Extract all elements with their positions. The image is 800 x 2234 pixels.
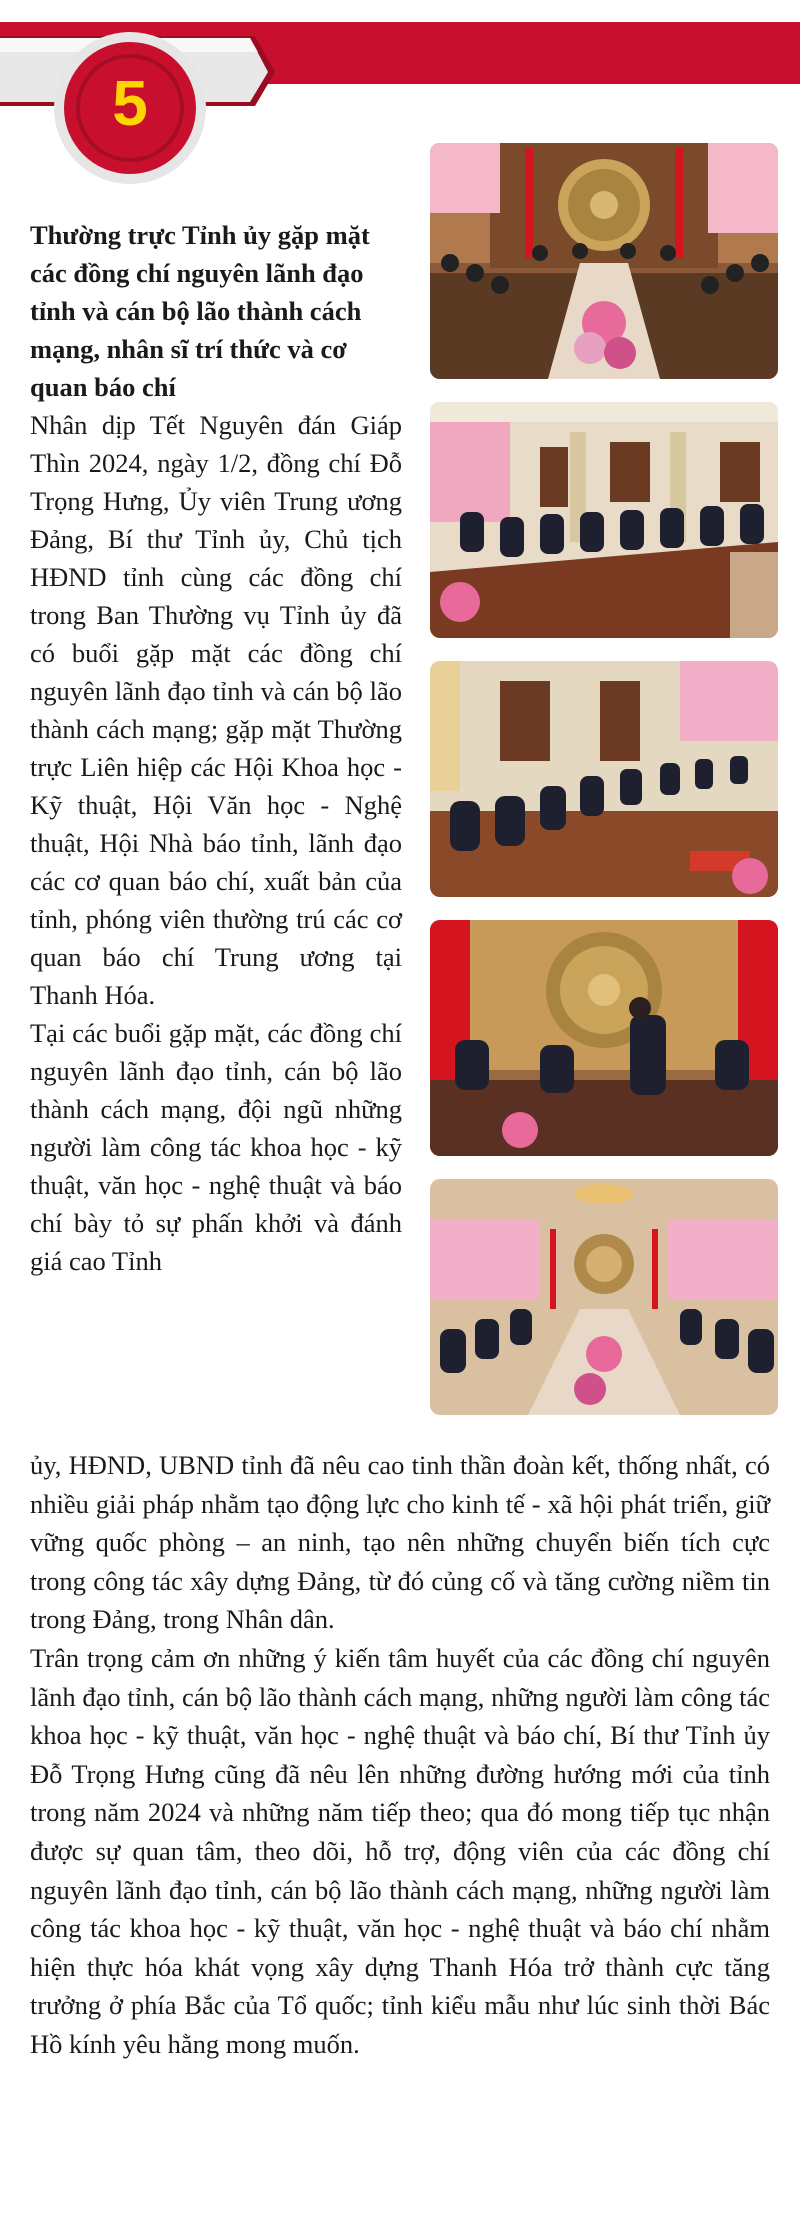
paragraph-2-end: ủy, HĐND, UBND tỉnh đã nêu cao tinh thần đoàn kết, thống nhất, có nhiều giải pháp nhằm tạo động lực cho kinh tế - xã hội phát triển, giữ vững quốc phòng – an ninh, tạo nên những chuyển biến tích cực trong công tác xây dựng Đảng, từ đó củng cố và tăng cường niềm tin trong Đảng, trong Nhân dân.	[30, 1450, 770, 1635]
section-number: 5	[112, 67, 148, 139]
paragraph-1: Nhân dịp Tết Nguyên đán Giáp Thìn 2024, ngày 1/2, đồng chí Đỗ Trọng Hưng, Ủy viên Trung ương Đảng, Bí thư Tỉnh ủy, Chủ tịch HĐND tỉnh cùng các đồng chí trong Ban Thường vụ Tỉnh ủy đã có buổi gặp mặt các đồng chí nguyên lãnh đạo tỉnh và cán bộ lão thành cách mạng; gặp mặt Thường trực Liên hiệp các Hội Khoa học - Kỹ thuật, Hội Văn học - Nghệ thuật, Hội Nhà báo tỉnh, lãnh đạo các cơ quan báo chí, xuất bản của tỉnh, phóng viên thường trú các cơ quan báo chí Trung ương tại Thanh Hóa.	[30, 410, 402, 1010]
photo-meeting-5	[430, 1179, 778, 1415]
photo-meeting-3	[430, 661, 778, 897]
photo-meeting-4	[430, 920, 778, 1156]
photo-meeting-2	[430, 402, 778, 638]
paragraph-2-start: Tại các buổi gặp mặt, các đồng chí nguyên lãnh đạo tỉnh, cán bộ lão thành cách mạng, đội ngũ những người làm công tác khoa học - kỹ thuật, văn học - nghệ thuật và báo chí bày tỏ sự phấn khởi và đánh giá cao Tỉnh	[30, 1018, 402, 1276]
photo-meeting-1	[430, 143, 778, 379]
photo-column	[430, 143, 778, 1438]
paragraph-3: Trân trọng cảm ơn những ý kiến tâm huyết của các đồng chí nguyên lãnh đạo tỉnh, cán bộ lão thành cách mạng, những người làm công tác khoa học - kỹ thuật, văn học - nghệ thuật và báo chí, Bí thư Tỉnh ủy Đỗ Trọng Hưng cũng đã nêu lên những đường hướng mới của tỉnh trong năm 2024 và những năm tiếp theo; qua đó mong tiếp tục nhận được sự quan tâm, theo dõi, hỗ trợ, động viên của các đồng chí nguyên lãnh đạo tỉnh, cán bộ lão thành cách mạng, những người làm công tác khoa học - kỹ thuật, văn học - nghệ thuật và báo chí nhằm hiện thực hóa khát vọng xây dựng Thanh Hóa trở thành cực tăng trưởng ở phía Bắc của Tổ quốc; tỉnh kiểu mẫu như lúc sinh thời Bác Hồ kính yêu hằng mong muốn.	[30, 1642, 770, 2059]
article-headline: Thường trực Tỉnh ủy gặp mặt các đồng chí nguyên lãnh đạo tỉnh và cán bộ lão thành cách mạng, nhân sĩ trí thức và cơ quan báo chí	[30, 220, 370, 402]
article-body-continued	[30, 1446, 770, 2064]
